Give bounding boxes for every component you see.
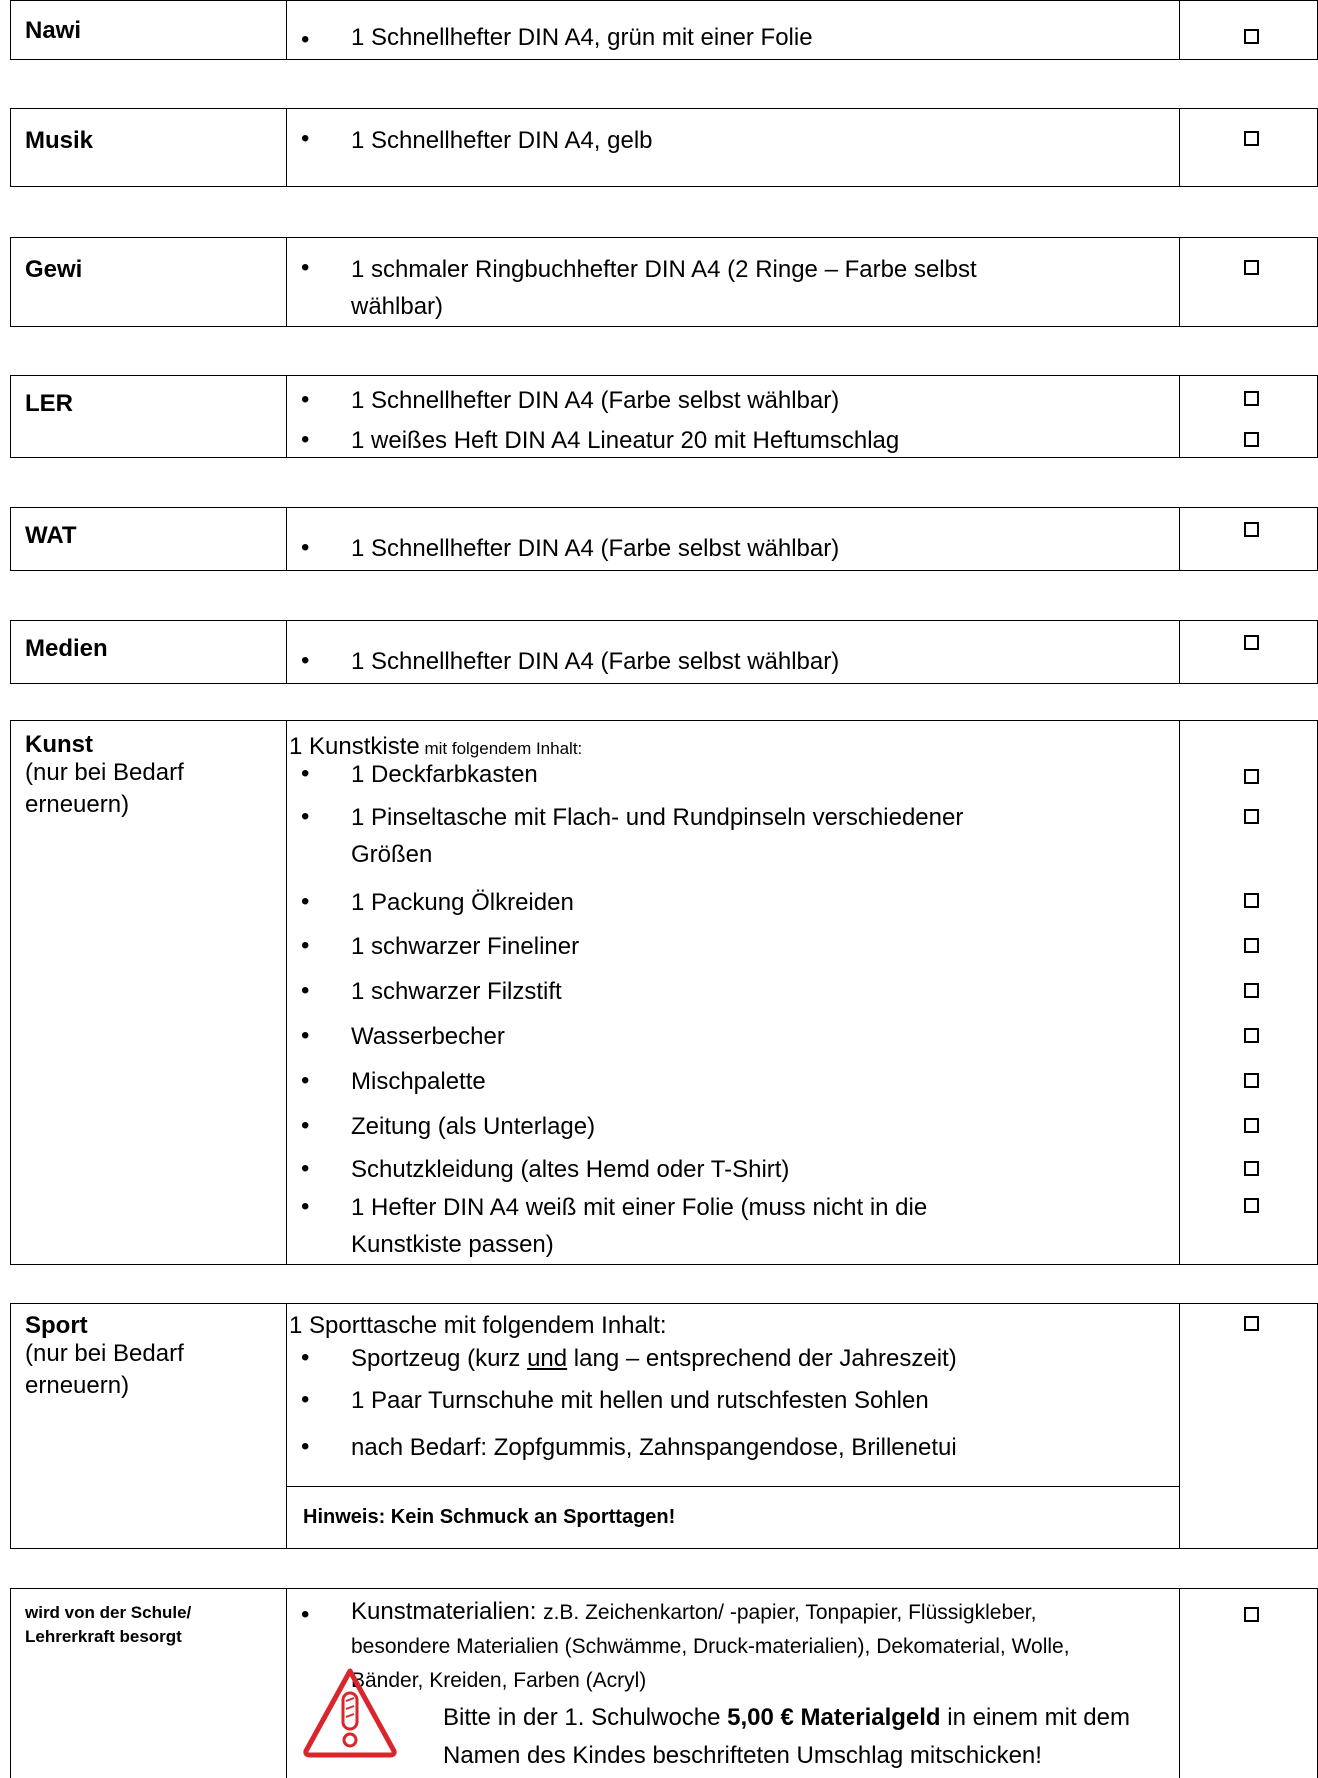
col-divider	[1179, 376, 1180, 457]
list-item: Zeitung (als Unterlage)	[351, 1113, 596, 1140]
material-money-note: Bitte in der 1. Schulwoche 5,00 € Materialgeld in einem mit dem Namen des Kindes beschrifteten Umschlag mitschicken!	[443, 1704, 1130, 1769]
checkbox[interactable]	[1244, 1198, 1259, 1213]
bullet: •	[301, 534, 310, 561]
checkbox[interactable]	[1244, 131, 1259, 146]
checkbox[interactable]	[1244, 893, 1259, 908]
subject-label: LER	[25, 390, 73, 417]
checkbox[interactable]	[1244, 432, 1259, 447]
bullet: •	[301, 760, 310, 787]
subject-label: Sport	[25, 1312, 88, 1339]
checkbox[interactable]	[1244, 1118, 1259, 1133]
table-schule	[10, 1588, 1318, 1778]
subject-note: (nur bei Bedarf erneuern)	[25, 759, 184, 818]
checkbox[interactable]	[1244, 1028, 1259, 1043]
list-item: 1 Packung Ölkreiden	[351, 889, 574, 916]
bullet: •	[301, 1067, 310, 1094]
bullet: •	[301, 1193, 310, 1220]
subject-label: Medien	[25, 635, 108, 662]
hint-text: Hinweis: Kein Schmuck an Sporttagen!	[303, 1506, 676, 1528]
subject-label: wird von der Schule/ Lehrerkraft besorgt	[25, 1603, 192, 1646]
list-item: 1 Paar Turnschuhe mit hellen und rutschfesten Sohlen	[351, 1387, 929, 1414]
checkbox[interactable]	[1244, 635, 1259, 650]
list-item: Mischpalette	[351, 1068, 486, 1095]
list-item: Kunstkiste passen)	[351, 1231, 554, 1258]
bullet: •	[301, 803, 310, 830]
checkbox[interactable]	[1244, 1607, 1259, 1622]
checkbox[interactable]	[1244, 522, 1259, 537]
row-divider	[287, 1486, 1179, 1487]
checkbox[interactable]	[1244, 938, 1259, 953]
list-item: 1 Schnellhefter DIN A4, gelb	[351, 127, 653, 154]
table-ler	[10, 375, 1318, 458]
list-item: 1 Schnellhefter DIN A4 (Farbe selbst wählbar)	[351, 648, 840, 675]
checkbox[interactable]	[1244, 809, 1259, 824]
subject-label: Nawi	[25, 17, 82, 44]
list-item: wählbar)	[351, 293, 444, 320]
bullet: •	[301, 426, 310, 453]
checkbox[interactable]	[1244, 1073, 1259, 1088]
list-item: Wasserbecher	[351, 1023, 505, 1050]
subject-label: Gewi	[25, 256, 83, 283]
list-item: 1 Schnellhefter DIN A4, grün mit einer Folie	[351, 24, 813, 51]
subject-label: WAT	[25, 522, 77, 549]
checkbox[interactable]	[1244, 391, 1259, 406]
checkbox[interactable]	[1244, 260, 1259, 275]
list-item: 1 schmaler Ringbuchhefter DIN A4 (2 Ringe – Farbe selbst	[351, 256, 977, 283]
subject-label: Musik	[25, 127, 94, 154]
table-nawi	[10, 0, 1318, 60]
bullet: •	[301, 647, 310, 674]
table-kunst	[10, 720, 1318, 1265]
bullet: •	[301, 1601, 310, 1628]
table-medien	[10, 620, 1318, 684]
col-divider	[1179, 508, 1180, 570]
checkbox[interactable]	[1244, 29, 1259, 44]
list-item: Größen	[351, 841, 433, 868]
bullet: •	[301, 888, 310, 915]
subject-note: (nur bei Bedarf erneuern)	[25, 1340, 184, 1399]
col-divider	[1179, 621, 1180, 683]
warning-icon	[300, 1665, 400, 1760]
list-item: 1 weißes Heft DIN A4 Lineatur 20 mit Heftumschlag	[351, 427, 900, 454]
subject-label: Kunst	[25, 731, 93, 758]
section-intro: 1 Sporttasche mit folgendem Inhalt:	[289, 1312, 667, 1339]
list-item: Kunstmaterialien: z.B. Zeichenkarton/ -papier, Tonpapier, Flüssigkleber, besondere Materialien (Schwämme, Druck-materialien), Dekomaterial, Wolle, Bänder, Kreiden, Farben (Acryl)	[351, 1598, 1070, 1692]
list-item: Sportzeug (kurz und lang – entsprechend der Jahreszeit)	[351, 1345, 957, 1372]
col-divider	[1179, 1589, 1180, 1778]
bullet: •	[301, 1022, 310, 1049]
bullet: •	[301, 254, 310, 281]
col-divider	[1179, 109, 1180, 186]
list-item: Schutzkleidung (altes Hemd oder T-Shirt)	[351, 1156, 790, 1183]
checkbox[interactable]	[1244, 769, 1259, 784]
col-divider	[1179, 1304, 1180, 1548]
bullet: •	[301, 1155, 310, 1182]
bullet: •	[301, 386, 310, 413]
bullet: •	[301, 26, 310, 53]
checkbox[interactable]	[1244, 1161, 1259, 1176]
col-divider	[1179, 1, 1180, 59]
bullet: •	[301, 977, 310, 1004]
list-item: 1 schwarzer Fineliner	[351, 933, 580, 960]
checkbox[interactable]	[1244, 1316, 1259, 1331]
section-intro: 1 Kunstkiste mit folgendem Inhalt:	[289, 733, 583, 760]
list-item: 1 Schnellhefter DIN A4 (Farbe selbst wählbar)	[351, 535, 840, 562]
bullet: •	[301, 932, 310, 959]
list-item: nach Bedarf: Zopfgummis, Zahnspangendose, Brillenetui	[351, 1434, 957, 1461]
list-item: 1 Schnellhefter DIN A4 (Farbe selbst wählbar)	[351, 387, 840, 414]
bullet: •	[301, 1344, 310, 1371]
table-sport	[10, 1303, 1318, 1549]
checkbox[interactable]	[1244, 983, 1259, 998]
col-divider	[1179, 238, 1180, 326]
list-item: 1 Deckfarbkasten	[351, 761, 538, 788]
table-musik	[10, 108, 1318, 187]
list-item: 1 schwarzer Filzstift	[351, 978, 562, 1005]
bullet: •	[301, 1386, 310, 1413]
bullet: •	[301, 1433, 310, 1460]
bullet: •	[301, 125, 310, 152]
col-divider	[1179, 721, 1180, 1264]
table-gewi	[10, 237, 1318, 327]
table-wat	[10, 507, 1318, 571]
list-item: 1 Hefter DIN A4 weiß mit einer Folie (muss nicht in die	[351, 1194, 928, 1221]
list-item: 1 Pinseltasche mit Flach- und Rundpinseln verschiedener	[351, 804, 964, 831]
bullet: •	[301, 1112, 310, 1139]
